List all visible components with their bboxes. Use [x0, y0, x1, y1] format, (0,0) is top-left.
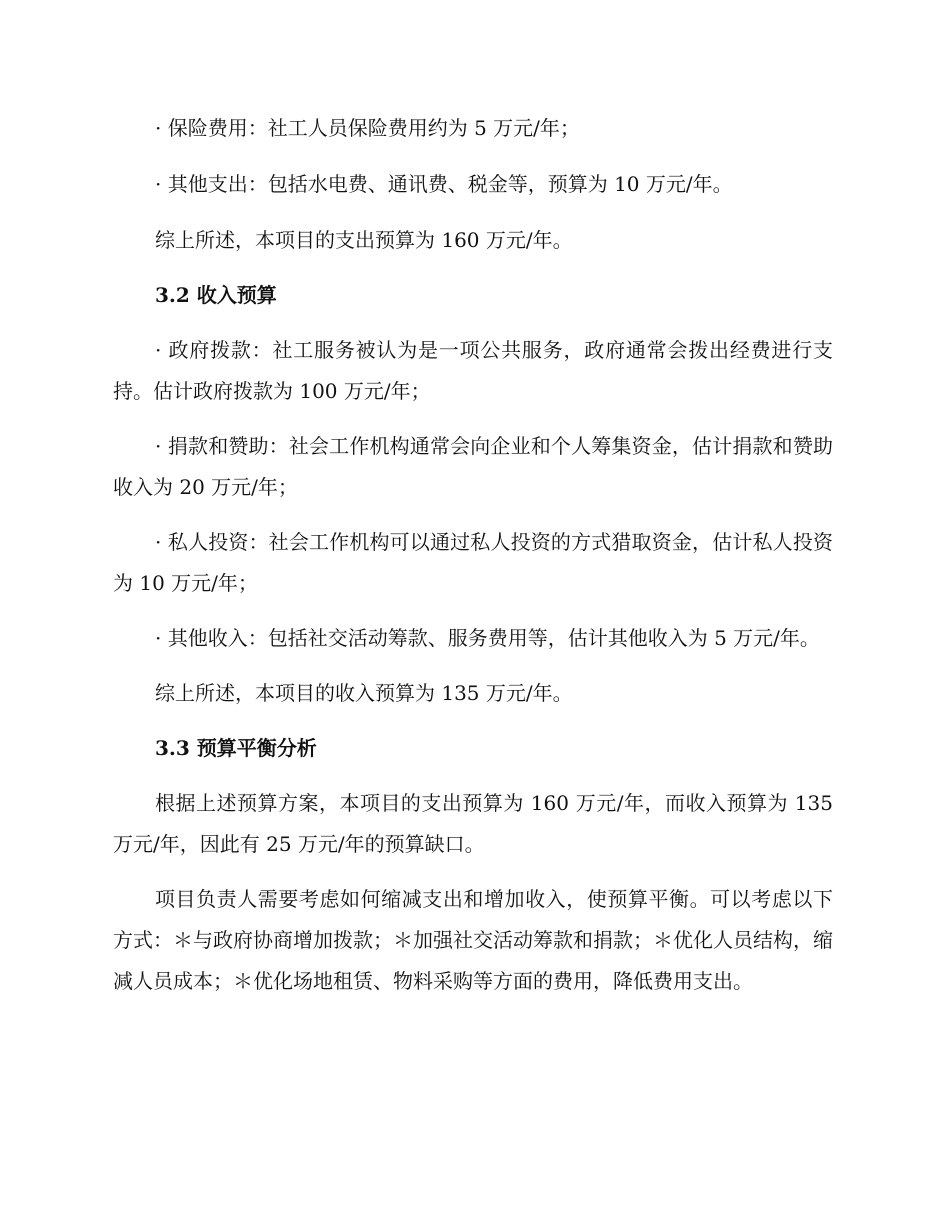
expense-item-insurance: · 保险费用：社工人员保险费用约为 5 万元/年； [155, 116, 580, 140]
section-3-2-heading: 3.2 收入预算 [155, 283, 277, 307]
section-3-3-heading: 3.3 预算平衡分析 [155, 736, 317, 760]
income-item-donation: · 捐款和赞助：社会工作机构通常会向企业和个人筹集资金，估计捐款和赞助收入为 20 万元/年； [113, 434, 833, 499]
measures-paragraph: 项目负责人需要考虑如何缩减支出和增加收入，使预算平衡。可以考虑以下方式：＊与政府协商增加拨款；＊加强社交活动筹款和捐款；＊优化人员结构，缩减人员成本；＊优化场地租赁、物料采购等方面的费用，降低费用支出。 [113, 887, 833, 993]
document-page [113, 108, 833, 1002]
income-item-private: · 私人投资：社会工作机构可以通过私人投资的方式猎取资金，估计私人投资为 10 万元/年； [113, 530, 833, 595]
income-item-government: · 政府拨款：社工服务被认为是一项公共服务，政府通常会拨出经费进行支持。估计政府拨款为 100 万元/年； [113, 338, 833, 403]
expense-item-other: · 其他支出：包括水电费、通讯费、税金等，预算为 10 万元/年。 [155, 172, 733, 196]
income-summary: 综上所述，本项目的收入预算为 135 万元/年。 [155, 681, 573, 705]
balance-paragraph: 根据上述预算方案，本项目的支出预算为 160 万元/年，而收入预算为 135 万元/年，因此有 25 万元/年的预算缺口。 [113, 791, 833, 856]
income-item-other: · 其他收入：包括社交活动筹款、服务费用等，估计其他收入为 5 万元/年。 [155, 626, 820, 650]
expense-summary: 综上所述，本项目的支出预算为 160 万元/年。 [155, 228, 573, 252]
